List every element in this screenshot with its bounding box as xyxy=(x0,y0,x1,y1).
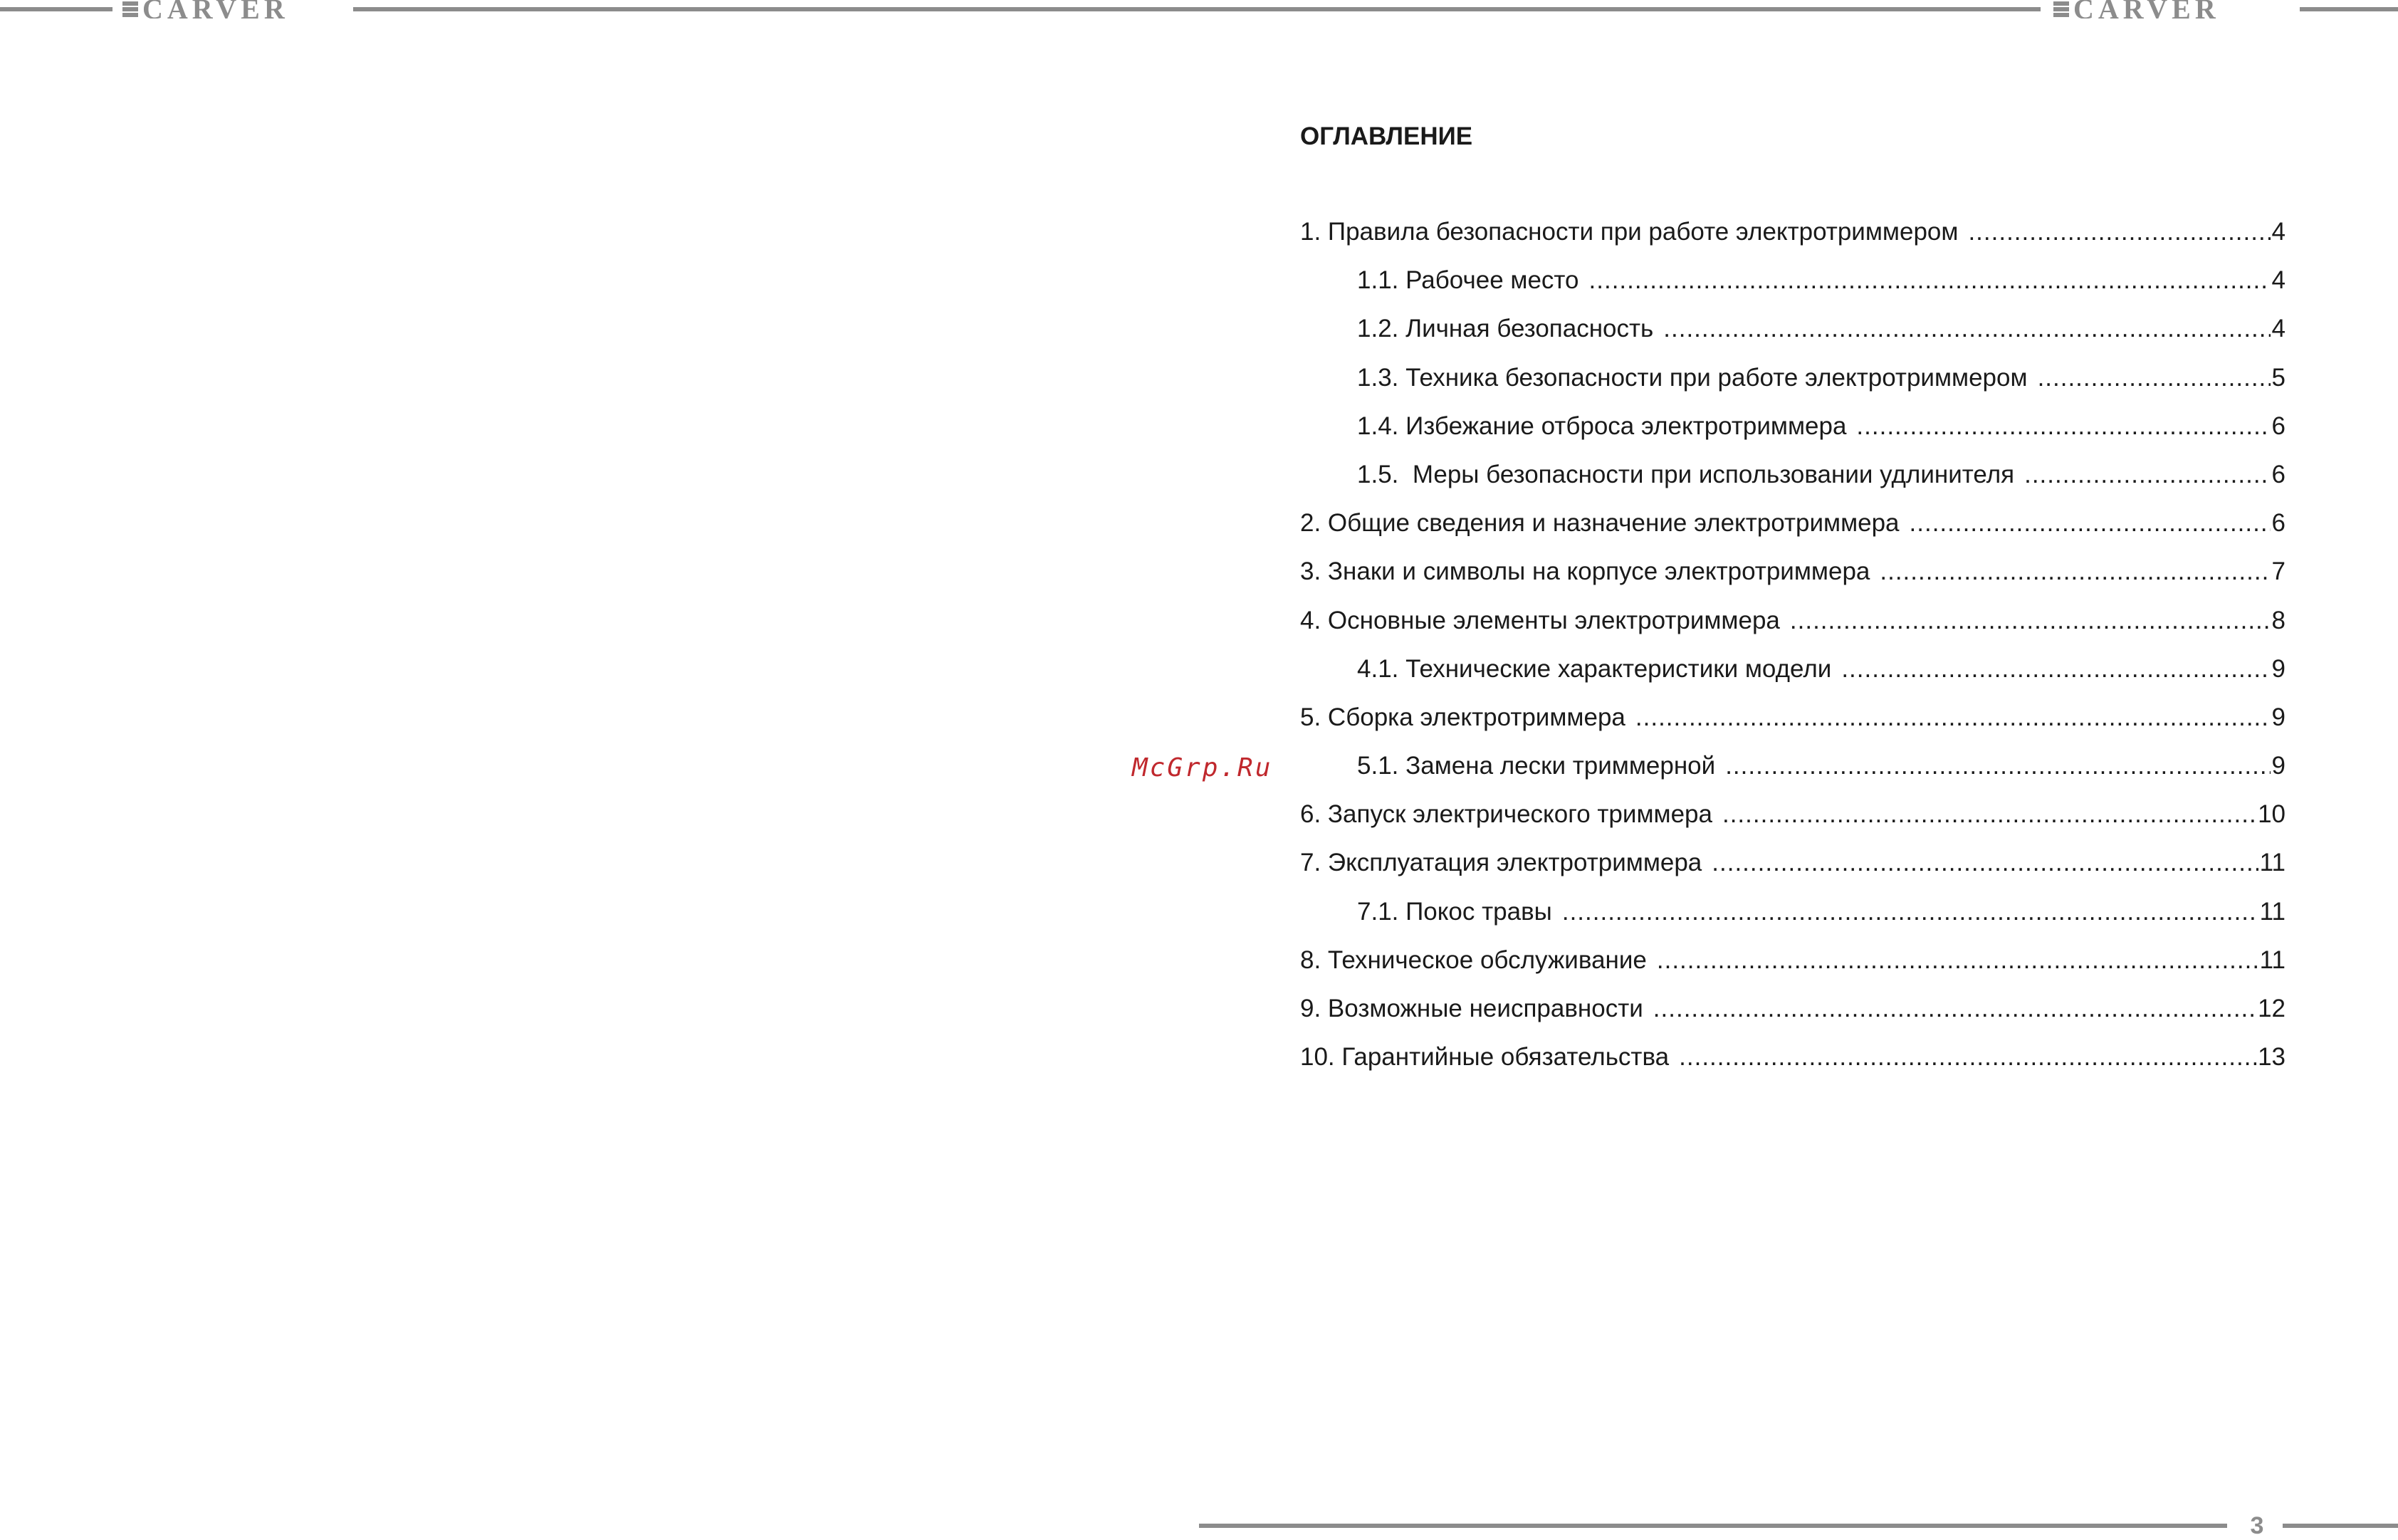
toc-item-text: 1.5. Меры безопасности при использовании удлинителя xyxy=(1357,460,2015,488)
toc-item-text: 1.2. Личная безопасность xyxy=(1357,315,1654,343)
toc-item-page: 7 xyxy=(2271,557,2286,586)
toc-leader-dots xyxy=(1910,506,2271,540)
toc-item[interactable] xyxy=(1300,652,2286,701)
toc-item-text: 1.4. Избежание отброса электротриммера xyxy=(1357,412,1847,440)
toc-item-page: 10 xyxy=(2258,800,2286,829)
footer-rule-left xyxy=(1199,1524,2227,1528)
toc-item[interactable] xyxy=(1300,312,2286,360)
toc-leader-dots xyxy=(1968,215,2270,249)
toc-item-text: 3. Знаки и символы на корпусе электротриммера xyxy=(1300,557,1870,586)
brand-name-right: CARVER xyxy=(2073,0,2220,19)
brand-logo-left xyxy=(122,0,350,19)
toc-item-text: 4.1. Технические характеристики модели xyxy=(1357,654,1832,683)
brand-name-left: CARVER xyxy=(142,0,289,19)
toc-item[interactable] xyxy=(1300,215,2286,263)
toc-item[interactable] xyxy=(1300,409,2286,458)
toc-item-page: 11 xyxy=(2259,946,2286,974)
toc-item-page: 11 xyxy=(2259,897,2286,926)
toc-item-page: 12 xyxy=(2258,995,2286,1022)
toc-item[interactable] xyxy=(1300,604,2286,652)
header-rule-right xyxy=(2300,7,2398,11)
toc-leader-dots xyxy=(1841,652,2270,686)
toc-item[interactable] xyxy=(1300,992,2286,1040)
toc-item-page: 11 xyxy=(2259,849,2286,877)
toc-leader-dots xyxy=(1712,846,2258,880)
toc-title: ОГЛАВЛЕНИЕ xyxy=(1300,122,1473,150)
toc-list xyxy=(1300,215,2286,1089)
toc-item-page: 8 xyxy=(2271,606,2286,634)
toc-item-text: 2. Общие сведения и назначение электротриммера xyxy=(1300,509,1900,538)
toc-leader-dots xyxy=(1679,1040,2256,1074)
toc-item-text: 10. Гарантийные обязательства xyxy=(1300,1043,1670,1072)
toc-item-text: 5. Сборка электротриммера xyxy=(1300,703,1625,731)
toc-item[interactable] xyxy=(1300,895,2286,943)
header-rule-left-a xyxy=(0,7,112,11)
toc-item-text: 5.1. Замена лески триммерной xyxy=(1357,752,1716,780)
carver-logo-icon xyxy=(122,1,138,17)
footer-rule-right xyxy=(2283,1524,2398,1528)
toc-item-page: 13 xyxy=(2258,1043,2286,1072)
toc-item-text: 4. Основные элементы электротриммера xyxy=(1300,606,1780,634)
toc-leader-dots xyxy=(1856,409,2270,444)
toc-item[interactable] xyxy=(1300,846,2286,894)
toc-leader-dots xyxy=(1657,943,2258,978)
toc-leader-dots xyxy=(1589,263,2271,298)
toc-item-text: 8. Техническое обслуживание xyxy=(1300,946,1647,974)
toc-item-page: 9 xyxy=(2271,703,2286,731)
toc-leader-dots xyxy=(1725,749,2270,783)
toc-leader-dots xyxy=(1635,701,2271,735)
toc-item-page: 4 xyxy=(2271,266,2286,295)
toc-item-text: 9. Возможные неисправности xyxy=(1300,995,1643,1022)
toc-item[interactable] xyxy=(1300,749,2286,797)
toc-item-text: 7.1. Покос травы xyxy=(1357,897,1552,926)
toc-leader-dots xyxy=(1722,797,2256,832)
toc-item-page: 4 xyxy=(2271,218,2286,246)
toc-item[interactable] xyxy=(1300,555,2286,603)
toc-item-text: 6. Запуск электрического триммера xyxy=(1300,800,1712,829)
toc-item-page: 5 xyxy=(2271,363,2286,392)
watermark: McGrp.Ru xyxy=(1132,753,1273,782)
toc-item-text: 7. Эксплуатация электротриммера xyxy=(1300,849,1702,877)
toc-item-page: 6 xyxy=(2271,412,2286,440)
toc-leader-dots xyxy=(1663,312,2270,346)
toc-leader-dots xyxy=(2038,361,2271,395)
toc-item[interactable] xyxy=(1300,263,2286,312)
brand-logo-right xyxy=(2053,0,2281,19)
toc-item[interactable] xyxy=(1300,1040,2286,1089)
header-rule-left-b xyxy=(353,7,2041,11)
toc-item[interactable] xyxy=(1300,361,2286,409)
toc-item[interactable] xyxy=(1300,506,2286,555)
toc-item-page: 9 xyxy=(2271,654,2286,683)
toc-leader-dots xyxy=(1653,992,2256,1026)
page-number: 3 xyxy=(2250,1512,2264,1539)
toc-item-text: 1. Правила безопасности при работе электротриммером xyxy=(1300,218,1959,246)
toc-leader-dots xyxy=(1790,604,2271,638)
toc-item[interactable] xyxy=(1300,701,2286,749)
toc-leader-dots xyxy=(1562,895,2258,929)
toc-item[interactable] xyxy=(1300,458,2286,506)
toc-item-page: 6 xyxy=(2271,460,2286,488)
carver-logo-icon xyxy=(2053,1,2069,17)
toc-item-page: 4 xyxy=(2271,315,2286,343)
toc-item-text: 1.1. Рабочее место xyxy=(1357,266,1579,295)
toc-item-text: 1.3. Техника безопасности при работе электротриммером xyxy=(1357,363,2028,392)
toc-item-page: 6 xyxy=(2271,509,2286,538)
toc-leader-dots xyxy=(2024,458,2270,492)
toc-item-page: 9 xyxy=(2271,752,2286,780)
toc-item[interactable] xyxy=(1300,943,2286,992)
table-of-contents xyxy=(1300,120,2286,1089)
toc-leader-dots xyxy=(1880,555,2270,589)
toc-item[interactable] xyxy=(1300,797,2286,846)
